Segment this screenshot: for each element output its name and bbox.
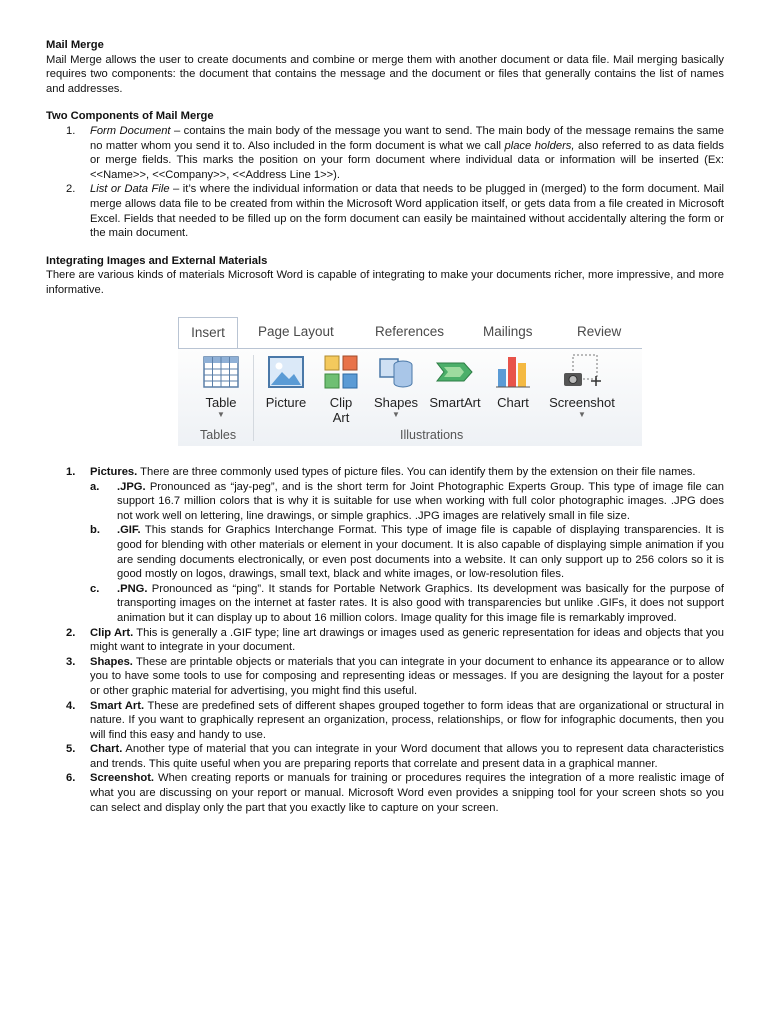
tab-insert[interactable]: Insert <box>178 317 238 349</box>
list-item-shapes <box>46 655 724 699</box>
sub-text: Pronounced as “ping”. It stands for Portable Network Graphics. Its development was basically for the purpose of transporting images on the internet at faster rates. It is also good with transparencies but unlike .GIFs, it does not support animation but it can display up to about 16 million colors. Image quality for this image file is remarkably improved. <box>117 582 724 624</box>
list-title: Pictures. <box>90 466 138 478</box>
shapes-label: Shapes <box>373 395 419 410</box>
tab-references[interactable]: References <box>375 324 445 339</box>
sub-text: This stands for Graphics Interchange Format. This type of image file is capable of displaying transparencies. It is good for blending with other materials or element in your document. It is also capable of displaying simple animation if you are sending documents electronically, or even post documents into a website. It can only support up to 256 colors so it is good mostly on logos, drawings, small text, black and white images, or low-resolution files. <box>117 524 724 581</box>
list-text: – contains the main body of the message you want to send. The main body of the message remains the same no matter whom you send it to. Also included in the form document is what we call <box>90 124 725 152</box>
group-separator <box>253 355 254 441</box>
list-item-screenshot <box>46 771 724 815</box>
clip-art-label-2: Art <box>332 410 350 425</box>
group-tables: Tables <box>200 428 237 442</box>
list-item <box>46 124 724 182</box>
dropdown-arrow-icon: ▼ <box>217 410 225 419</box>
list-text: When creating reports or manuals for training or procedures requires the integration of a more realistic image of what you are discussing on your report or manual. Microsoft Word even provides a snipping tool for your screen shots so you can select and display only the part that you exactly like to capture on your screen. <box>90 772 724 814</box>
picture-icon <box>265 351 307 393</box>
term-data-file: List or Data File <box>90 183 170 196</box>
list-item-chart <box>46 742 724 771</box>
list-title: Clip Art. <box>90 626 134 639</box>
list-text: Another type of material that you can integrate in your Word document that allows you to represent data characteristics and trends. This quite useful when you are preparing reports that correlate and present data in a graphical manner. <box>90 743 724 770</box>
clip-art-icon <box>320 351 362 393</box>
table-button[interactable] <box>196 351 246 420</box>
table-icon <box>200 351 242 393</box>
list-text: There are three commonly used types of picture files. You can identify them by the extension on their file names. <box>137 466 696 478</box>
sub-title: .JPG. <box>117 480 146 493</box>
sub-title: .PNG. <box>117 582 148 595</box>
ribbon-tabs <box>178 315 642 349</box>
chart-label: Chart <box>497 395 529 410</box>
chart-button[interactable] <box>490 351 536 410</box>
picture-label: Picture <box>265 395 307 410</box>
screenshot-label: Screenshot <box>549 395 615 410</box>
integrating-paragraph: There are various kinds of materials Microsoft Word is capable of integrating to make your documents richer, more impressive, and more informative. <box>46 269 724 296</box>
list-number: 1. <box>66 124 76 137</box>
dropdown-arrow-icon: ▼ <box>578 410 586 419</box>
clip-art-label-1: Clip <box>329 395 353 410</box>
list-number: 2. <box>66 183 76 196</box>
chart-icon <box>492 351 534 393</box>
materials-list <box>46 465 724 815</box>
document-body <box>46 38 724 298</box>
sub-text: Pronounced as “jay-peg”, and is the short term for Joint Photographic Experts Group. This type of image file can support 16.7 million colors that is why it is suitable for use when working with full color photographic images. .JPG does not work well on lettering, line drawings, or simple graphics. .JPG images are relatively small in file size. <box>117 480 724 522</box>
shapes-icon <box>375 351 417 393</box>
mail-merge-paragraph: Mail Merge allows the user to create documents and combine or merge them with another document or data file. Mail merging basically requires two components: the document that contains the message and the document or files that generally contains the list of names and addresses. <box>46 53 724 95</box>
list-number: 1. <box>66 466 76 478</box>
list-number: 3. <box>66 655 76 668</box>
dropdown-arrow-icon: ▼ <box>392 410 400 419</box>
list-item-clip-art <box>46 626 724 655</box>
sub-number: c. <box>90 582 100 595</box>
term-place-holders: place holders, <box>504 139 575 152</box>
list-number: 4. <box>66 699 76 712</box>
sub-number: b. <box>90 524 100 537</box>
clip-art-button[interactable] <box>318 351 364 425</box>
list-text: – it’s where the individual information or data that needs to be plugged in (merged) to the form document. Mail merge allows data file to be created from within the Microsoft Word application itself, or gets data from a file created in Microsoft Excel. Fields that needed to be filled up on the form document can easily be maintained without accidentally altering the form or the main document. <box>90 183 724 240</box>
list-number: 6. <box>66 772 76 785</box>
list-number: 2. <box>66 626 76 639</box>
smartart-button[interactable] <box>426 351 484 410</box>
group-illustrations: Illustrations <box>400 428 464 442</box>
shapes-button[interactable] <box>370 351 422 420</box>
list-number: 5. <box>66 743 76 756</box>
picture-button[interactable] <box>260 351 312 410</box>
sub-item-jpg <box>46 480 724 524</box>
tab-mailings[interactable]: Mailings <box>483 324 533 339</box>
list-item-smart-art <box>46 699 724 743</box>
components-list <box>46 124 724 241</box>
two-components-heading: Two Components of Mail Merge <box>46 110 214 123</box>
sub-item-gif <box>46 523 724 581</box>
screenshot-icon <box>561 351 603 393</box>
list-text: These are printable objects or materials that you can integrate in your document to enhance its appearance or to allow you to have some tools to use for composing and representing ideas or messages. If you are designing the layout for a poster or other graphic material for advertising, you might find this useful. <box>90 655 724 697</box>
term-form-document: Form Document <box>90 124 171 137</box>
list-text: This is generally a .GIF type; line art drawings or images used as generic representation for ideas and objects that you might want to integrate in your document. <box>90 626 724 654</box>
list-title: Shapes. <box>90 655 133 668</box>
integrating-heading: Integrating Images and External Materials <box>46 254 268 267</box>
sub-number: a. <box>90 480 100 493</box>
list-title: Screenshot. <box>90 772 155 785</box>
list-item-pictures <box>46 465 724 480</box>
screenshot-button[interactable] <box>542 351 622 420</box>
tab-review[interactable]: Review <box>577 324 622 339</box>
list-item <box>46 182 724 240</box>
smartart-icon <box>434 351 476 393</box>
sub-item-png <box>46 582 724 626</box>
list-text: These are predefined sets of different shapes grouped together to form ideas that are organizational or structural in nature. If you want to graphically represent an organization, process, relationships, or flow for infographic documents, then you will find this easy and handy to use. <box>90 699 724 741</box>
list-title: Smart Art. <box>90 699 145 712</box>
list-title: Chart. <box>90 743 123 756</box>
ribbon-image <box>178 315 642 446</box>
smartart-label: SmartArt <box>429 395 481 410</box>
mail-merge-heading: Mail Merge <box>46 39 104 51</box>
ribbon-panel <box>178 348 642 446</box>
list-text: also referred to as data fields or merge fields. This marks the position on your form document where individual data or information will be inserted (Ex: <<Name>>, <<Company>>, <<Address Line 1>>). <box>90 139 724 181</box>
table-label: Table <box>205 395 237 410</box>
tab-page-layout[interactable]: Page Layout <box>258 324 334 339</box>
sub-title: .GIF. <box>117 524 141 537</box>
